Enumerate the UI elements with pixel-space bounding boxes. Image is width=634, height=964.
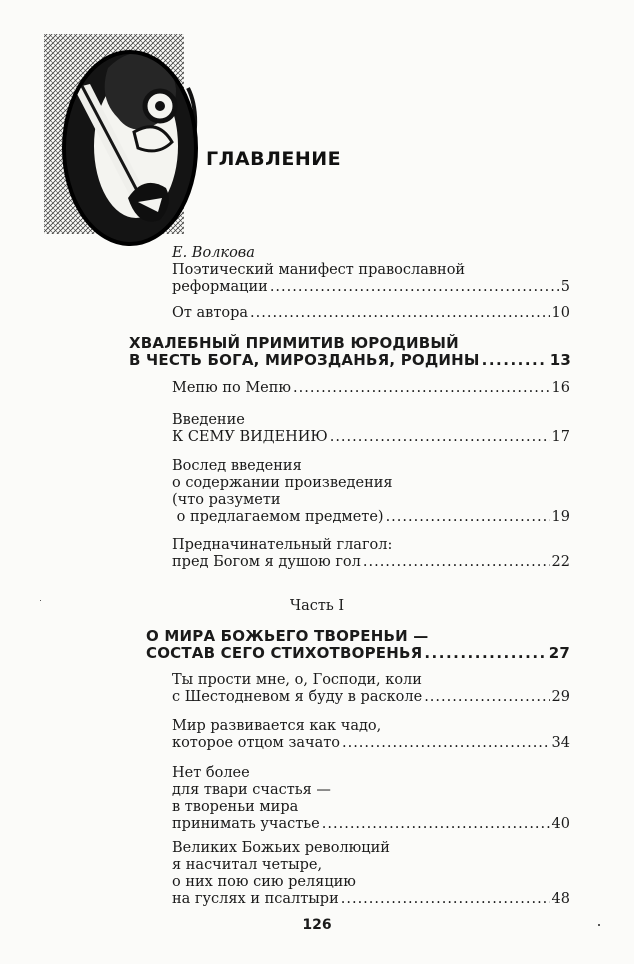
toc-entry-world-develops[interactable] xyxy=(172,718,570,752)
entry-page-number: 29 xyxy=(551,689,570,705)
part-heading: Часть I xyxy=(289,598,345,614)
entry-title-line: Введение xyxy=(172,412,245,428)
toc-section-creation[interactable] xyxy=(146,628,570,662)
leader-dots xyxy=(482,352,548,369)
entry-title-line: для твари счастья — xyxy=(172,782,331,798)
entry-title-line: о предлагаемом предмете) xyxy=(172,509,384,525)
toc-section-praise[interactable] xyxy=(129,335,571,369)
entry-title-line: (что разумети xyxy=(172,492,281,508)
print-speck xyxy=(598,924,600,926)
leader-dots xyxy=(342,735,550,752)
entry-title-line: Предначинательный глагол: xyxy=(172,537,393,553)
ornate-initial-o xyxy=(38,28,224,250)
entry-title-line: Поэтический манифест православной xyxy=(172,262,466,278)
toc-entry-volkova[interactable] xyxy=(172,245,570,296)
leader-dots xyxy=(386,509,550,526)
toc-entry-no-more-happiness[interactable] xyxy=(172,765,570,833)
toc-entry-after-introduction[interactable] xyxy=(172,458,570,526)
entry-page-number: 27 xyxy=(548,644,570,662)
entry-page-number: 48 xyxy=(551,891,570,907)
entry-page-number: 13 xyxy=(549,351,571,369)
entry-title-line: которое отцом зачато xyxy=(172,735,340,751)
entry-title-line: я насчитал четыре, xyxy=(172,857,323,873)
print-speck xyxy=(40,600,41,601)
entry-page-number: 40 xyxy=(551,816,570,832)
entry-title-line: Нет более xyxy=(172,765,250,781)
toc-entry-initial-verb[interactable] xyxy=(172,537,570,571)
entry-page-number: 5 xyxy=(560,279,570,295)
entry-title-line: о них пою сию реляцию xyxy=(172,874,356,890)
entry-title-line: о содержании произведения xyxy=(172,475,393,491)
section-title-line: ХВАЛЕБНЫЙ ПРИМИТИВ ЮРОДИВЫЙ xyxy=(129,334,459,352)
entry-page-number: 34 xyxy=(551,735,570,751)
entry-title-line: принимать участье xyxy=(172,816,320,832)
entry-title-line: на гуслях и псалтыри xyxy=(172,891,339,907)
entry-page-number: 16 xyxy=(551,380,570,396)
entry-title-line: Великих Божьих революций xyxy=(172,840,390,856)
toc-entry-menu[interactable] xyxy=(172,380,570,397)
entry-title-line: От автора xyxy=(172,305,249,321)
entry-page-number: 10 xyxy=(551,305,570,321)
leader-dots xyxy=(424,689,549,706)
leader-dots xyxy=(424,645,546,662)
leader-dots xyxy=(341,891,550,908)
leader-dots xyxy=(363,554,550,571)
leader-dots xyxy=(322,816,550,833)
entry-title-line: пред Богом я душою гол xyxy=(172,554,361,570)
leader-dots xyxy=(250,305,550,322)
toc-entry-forgive-me[interactable] xyxy=(172,672,570,706)
entry-title-line: Мир развивается как чадо, xyxy=(172,718,382,734)
section-title-line: О МИРА БОЖЬЕГО ТВОРЕНЬИ — xyxy=(146,627,429,645)
leader-dots xyxy=(270,279,559,296)
entry-title-line: в твореньи мира xyxy=(172,799,299,815)
entry-title-line: Ты прости мне, о, Господи, коли xyxy=(172,672,422,688)
section-title-line: В ЧЕСТЬ БОГА, МИРОЗДАНЬЯ, РОДИНЫ xyxy=(129,351,480,369)
entry-page-number: 22 xyxy=(551,554,570,570)
page-number: 126 xyxy=(302,917,332,933)
entry-title-line: Вослед введения xyxy=(172,458,302,474)
leader-dots xyxy=(330,429,550,446)
entry-title-line: К СЕМУ ВИДЕНИЮ xyxy=(172,429,328,445)
toc-entry-introduction[interactable] xyxy=(172,412,570,446)
toc-heading: ГЛАВЛЕНИЕ xyxy=(206,148,342,170)
toc-entry-great-revolutions[interactable] xyxy=(172,840,570,908)
toc-entry-from-author[interactable] xyxy=(172,305,570,322)
entry-title-line: реформации xyxy=(172,279,268,295)
section-title-line: СОСТАВ СЕГО СТИХОТВОРЕНЬЯ xyxy=(146,644,423,662)
entry-page-number: 19 xyxy=(551,509,570,525)
entry-page-number: 17 xyxy=(551,429,570,445)
leader-dots xyxy=(293,380,550,397)
entry-title-line: Мепю по Мепю xyxy=(172,380,292,396)
entry-title-line: с Шестодневом я буду в расколе xyxy=(172,689,423,705)
entry-author: Е. Волкова xyxy=(172,245,255,261)
